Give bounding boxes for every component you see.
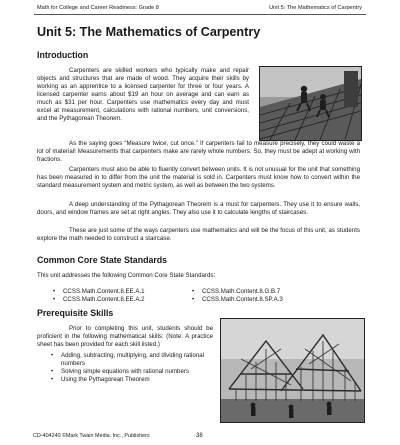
standards-intro: This unit addresses the following Common Core State Standards: [37,272,216,279]
standards-list-left [52,288,192,304]
standard-item: • CCSS.Math.Content.8.EE.A.2 [52,296,192,304]
standards-list-right [191,288,351,304]
roof-carpenters-photo [259,66,362,141]
house-framing-illustration [221,319,364,422]
header-unit-title: Unit 5: The Mathematics of Carpentry [269,5,362,11]
prerequisites-intro: Prior to completing this unit, students should be proficient in the following mathematical skills: (Note: A practice sheet has been provided for each skill listed.) [37,325,213,348]
prerequisite-item: • Adding, subtracting, multiplying, and dividing rational numbers [50,352,215,368]
header-book-title: Math for College and Career Readiness: Grade 8 [37,5,159,11]
page-footer [33,432,367,440]
unit-title: Unit 5: The Mathematics of Carpentry [37,25,261,39]
footer-copyright: CD-404240 ©Mark Twain Media, Inc., Publishers [33,433,150,439]
prerequisite-item: • Using the Pythagorean Theorem [50,376,215,384]
standard-item: • CCSS.Math.Content.8.G.B.7 [191,288,351,296]
page-number: 38 [196,433,203,439]
intro-paragraph-2: As the saying goes “Measure twice, cut once.” If carpenters fail to measure precisely, they could waste a lot of material! Measurements that carpenters make are rarely whole numbers. So, they must be adept at working with fractions. [37,140,360,163]
intro-paragraph-1: Carpenters are skilled workers who typically make and repair objects and structures that are made of wood. They acquire their skills by working as an apprentice to a licensed carpenter for three or four years. A licensed carpenter earns about $19 an hour on average and can earn as much as $31 per hour. Carpenters use mathematics every day and must excel at measurement, calculations with rational numbers, unit conversions, and the Pythagorean Theorem. [37,67,249,122]
standard-item: • CCSS.Math.Content.8.EE.A.1 [52,288,192,296]
prerequisites-list [50,352,215,384]
header-divider [34,14,366,15]
standards-heading: Common Core State Standards [37,255,168,265]
prerequisites-heading: Prerequisite Skills [37,308,114,318]
standard-item: • CCSS.Math.Content.8.SP.A.3 [191,296,351,304]
roof-carpenters-illustration [260,67,361,140]
intro-paragraph-4: A deep understanding of the Pythagorean Theorem is a must for carpenters. They use it to ensure walls, doors, and window frames are set at right angles. They also use it to calculate lengths of staircases. [37,201,360,216]
introduction-heading: Introduction [37,50,89,60]
intro-paragraph-3: Carpenters must also be able to fluently convert between units. It is not unusual for the unit that something has been measured in to differ from the unit the material is sold in. Carpenters must know how to convert within the standard measurement system and metric system, as well as between the two systems. [37,166,360,189]
prerequisite-item: • Solving simple equations with rational numbers [50,368,215,376]
intro-paragraph-5: These are just some of the ways carpenters use mathematics and will be the focus of this unit, as students explore the math needed to construct a staircase. [37,227,360,242]
running-header [37,4,362,13]
house-framing-photo [220,318,365,423]
